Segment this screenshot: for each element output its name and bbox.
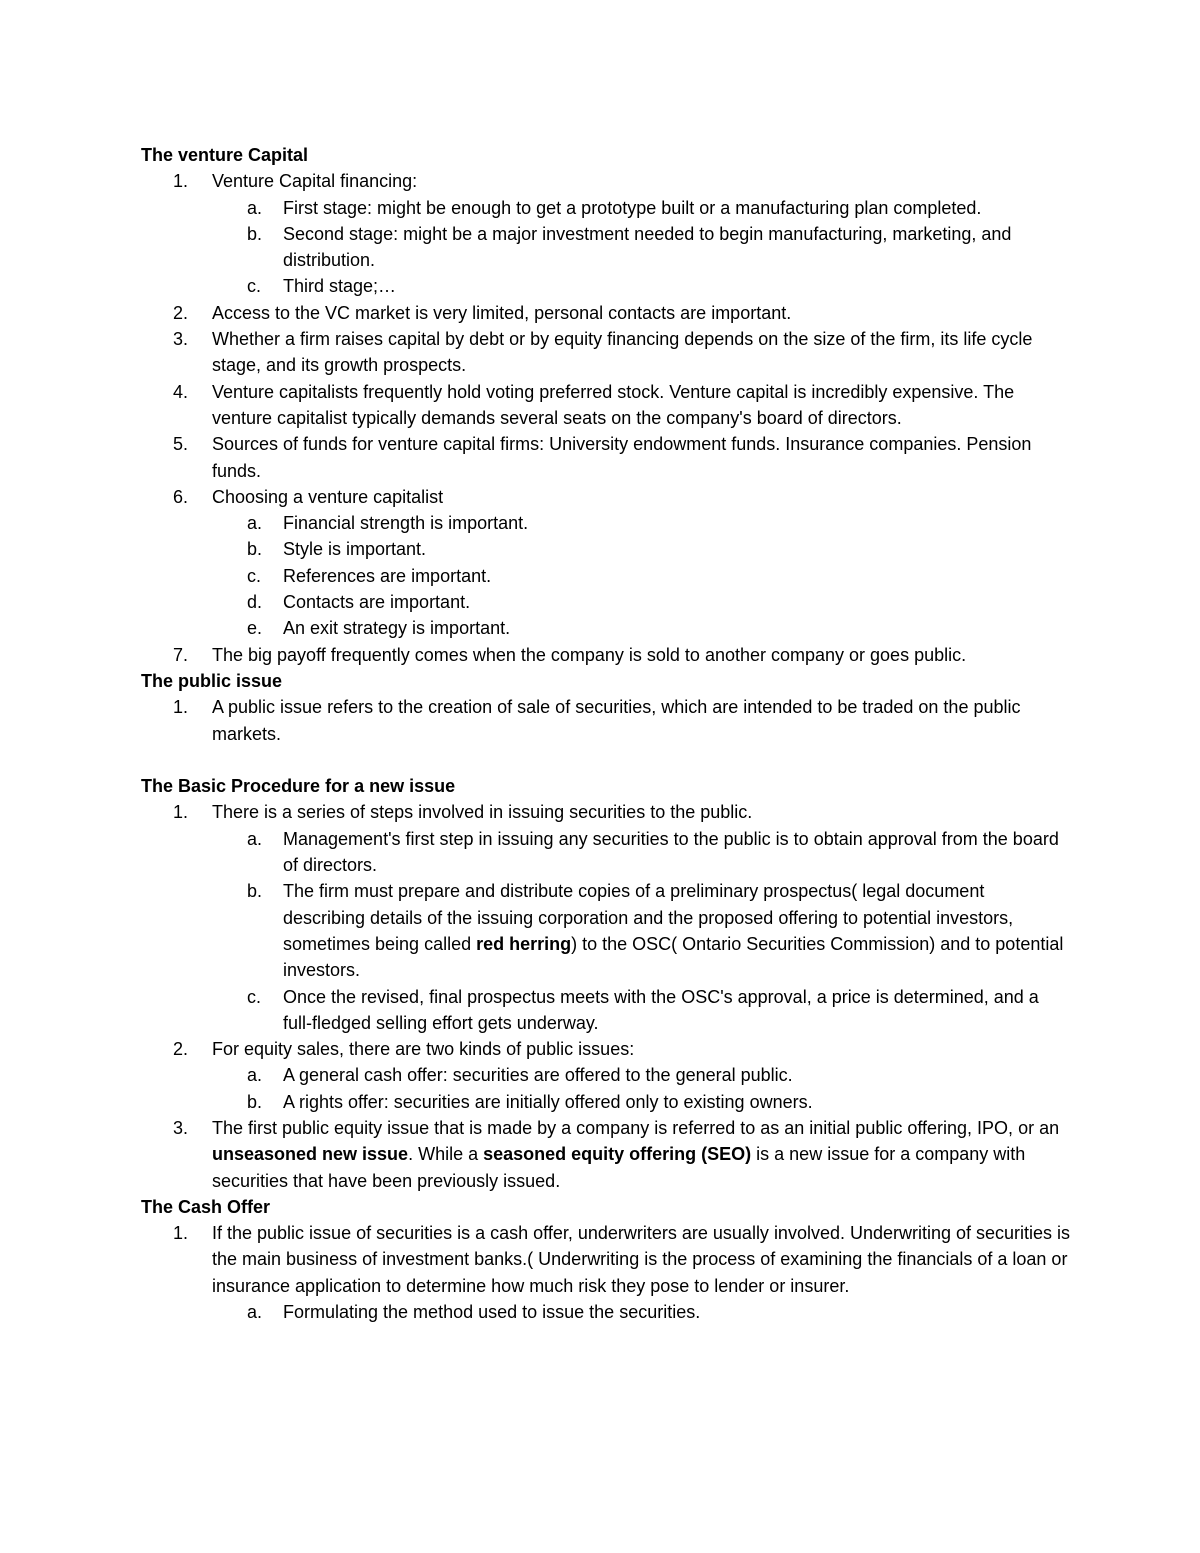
list-item-text: If the public issue of securities is a cash offer, underwriters are usually involved. Underwriting of securities is the main business of investment banks.( Underwriting is the process of examining the financials of a loan or insurance application to determine how much risk they pose to lender or insurer. bbox=[212, 1223, 1071, 1296]
section-heading: The Basic Procedure for a new issue bbox=[141, 776, 456, 797]
sub-list-item bbox=[141, 826, 1071, 879]
sub-list-item bbox=[141, 563, 1071, 589]
section-heading: The public issue bbox=[141, 670, 283, 691]
list-item-text: Sources of funds for venture capital firms: University endowment funds. Insurance companies. Pension funds. bbox=[212, 434, 1032, 481]
list-marker: b. bbox=[247, 539, 263, 560]
list-marker: 1. bbox=[173, 1223, 189, 1244]
list-marker: a. bbox=[247, 513, 263, 534]
sub-list-item bbox=[141, 615, 1071, 641]
list-item bbox=[141, 431, 1071, 484]
list-item-text: References are important. bbox=[283, 565, 492, 586]
list-marker: e. bbox=[247, 618, 263, 639]
sub-list-item bbox=[141, 536, 1071, 562]
list-item bbox=[141, 300, 1071, 326]
text-run: The firm must prepare and distribute copies of a preliminary prospectus( legal document describing details of the issuing corporation and the proposed offering to potential investors, sometimes being called bbox=[283, 881, 1014, 954]
list-marker: 6. bbox=[173, 486, 189, 507]
list-item-text: Style is important. bbox=[283, 539, 427, 560]
list-item-text: Management's first step in issuing any securities to the public is to obtain approval from the board of directors. bbox=[283, 828, 1059, 876]
sub-list-item bbox=[141, 195, 1071, 221]
list-item bbox=[141, 1036, 1071, 1062]
list-item-text: The big payoff frequently comes when the company is sold to another company or goes public. bbox=[212, 644, 967, 665]
list-item bbox=[141, 694, 1071, 747]
list-marker: 5. bbox=[173, 434, 189, 455]
list-item-text: Whether a firm raises capital by debt or by equity financing depends on the size of the firm, its life cycle stage, and its growth prospects. bbox=[212, 329, 1033, 376]
list-item bbox=[141, 799, 1071, 825]
list-marker: a. bbox=[247, 1302, 263, 1323]
list-item bbox=[141, 168, 1071, 194]
list-marker: b. bbox=[247, 223, 263, 244]
document-body bbox=[141, 142, 1071, 1325]
sub-list-item bbox=[141, 984, 1071, 1037]
bold-term: seasoned equity offering (SEO) bbox=[483, 1144, 752, 1165]
list-item-text: For equity sales, there are two kinds of public issues: bbox=[212, 1039, 635, 1060]
list-item-text: Contacts are important. bbox=[283, 592, 471, 613]
list-item-text: A general cash offer: securities are offered to the general public. bbox=[283, 1065, 793, 1086]
list-marker: 3. bbox=[173, 1117, 189, 1138]
list-item-text: Financial strength is important. bbox=[283, 513, 529, 534]
list-marker: a. bbox=[247, 828, 263, 849]
list-item bbox=[141, 326, 1071, 379]
text-run: . While a bbox=[408, 1144, 484, 1165]
list-marker: b. bbox=[247, 1091, 263, 1112]
sub-list-item bbox=[141, 1062, 1071, 1088]
list-marker: c. bbox=[247, 986, 262, 1007]
list-item-text: Choosing a venture capitalist bbox=[212, 486, 444, 507]
section-heading: The venture Capital bbox=[141, 145, 309, 165]
list-item bbox=[141, 1220, 1071, 1299]
list-item-text: Formulating the method used to issue the securities. bbox=[283, 1302, 701, 1323]
list-marker: c. bbox=[247, 276, 262, 297]
list-marker: 1. bbox=[173, 697, 189, 718]
text-run: ) to the OSC( Ontario Securities Commission) and to potential investors. bbox=[283, 933, 1064, 981]
list-item-text bbox=[283, 881, 1063, 980]
list-item-text: Venture capitalists frequently hold voting preferred stock. Venture capital is incredibly expensive. The venture capitalist typically demands several seats on the company's board of directors. bbox=[212, 381, 1015, 428]
sub-list-item bbox=[141, 1299, 1071, 1325]
list-item-text bbox=[212, 1118, 1059, 1191]
list-marker: 1. bbox=[173, 802, 189, 823]
bold-term: unseasoned new issue bbox=[212, 1144, 409, 1165]
list-item-text: A public issue refers to the creation of sale of securities, which are intended to be traded on the public markets. bbox=[212, 697, 1021, 744]
text-run: The first public equity issue that is made by a company is referred to as an initial public offering, IPO, or an bbox=[212, 1117, 1060, 1138]
sub-list-item bbox=[141, 510, 1071, 536]
list-item bbox=[141, 1115, 1071, 1194]
sub-list-item bbox=[141, 589, 1071, 615]
list-marker: a. bbox=[247, 197, 263, 218]
sub-list-item bbox=[141, 1089, 1071, 1115]
list-item bbox=[141, 642, 1071, 668]
list-marker: 4. bbox=[173, 381, 189, 402]
list-item-text: First stage: might be enough to get a prototype built or a manufacturing plan completed. bbox=[283, 197, 982, 218]
list-item bbox=[141, 379, 1071, 432]
blank-line bbox=[141, 747, 1071, 773]
list-marker: b. bbox=[247, 881, 263, 902]
text-run: is a new issue for a company with securities that have been previously issued. bbox=[212, 1144, 1026, 1191]
list-item-text: A rights offer: securities are initially offered only to existing owners. bbox=[283, 1091, 813, 1112]
list-item-text: Access to the VC market is very limited, personal contacts are important. bbox=[212, 302, 792, 323]
list-marker: 2. bbox=[173, 302, 189, 323]
list-item-text: Third stage;… bbox=[283, 276, 397, 297]
list-item-text: Second stage: might be a major investment needed to begin manufacturing, marketing, and distribution. bbox=[283, 223, 1012, 271]
list-marker: 7. bbox=[173, 644, 189, 665]
bold-term: red herring bbox=[476, 933, 572, 954]
sub-list-item bbox=[141, 221, 1071, 274]
list-marker: a. bbox=[247, 1065, 263, 1086]
list-marker: 2. bbox=[173, 1039, 189, 1060]
list-item bbox=[141, 484, 1071, 510]
list-item-text: An exit strategy is important. bbox=[283, 618, 511, 639]
list-marker: c. bbox=[247, 565, 262, 586]
sub-list-item bbox=[141, 878, 1071, 983]
sub-list-item bbox=[141, 273, 1071, 299]
list-item-text: Venture Capital financing: bbox=[212, 171, 418, 192]
list-item-text: Once the revised, final prospectus meets with the OSC's approval, a price is determined, and a full-fledged selling effort gets underway. bbox=[283, 986, 1039, 1033]
list-marker: 3. bbox=[173, 329, 189, 350]
list-item-text: There is a series of steps involved in issuing securities to the public. bbox=[212, 802, 753, 823]
list-marker: 1. bbox=[173, 171, 189, 192]
list-marker: d. bbox=[247, 592, 263, 613]
section-heading: The Cash Offer bbox=[141, 1196, 271, 1217]
